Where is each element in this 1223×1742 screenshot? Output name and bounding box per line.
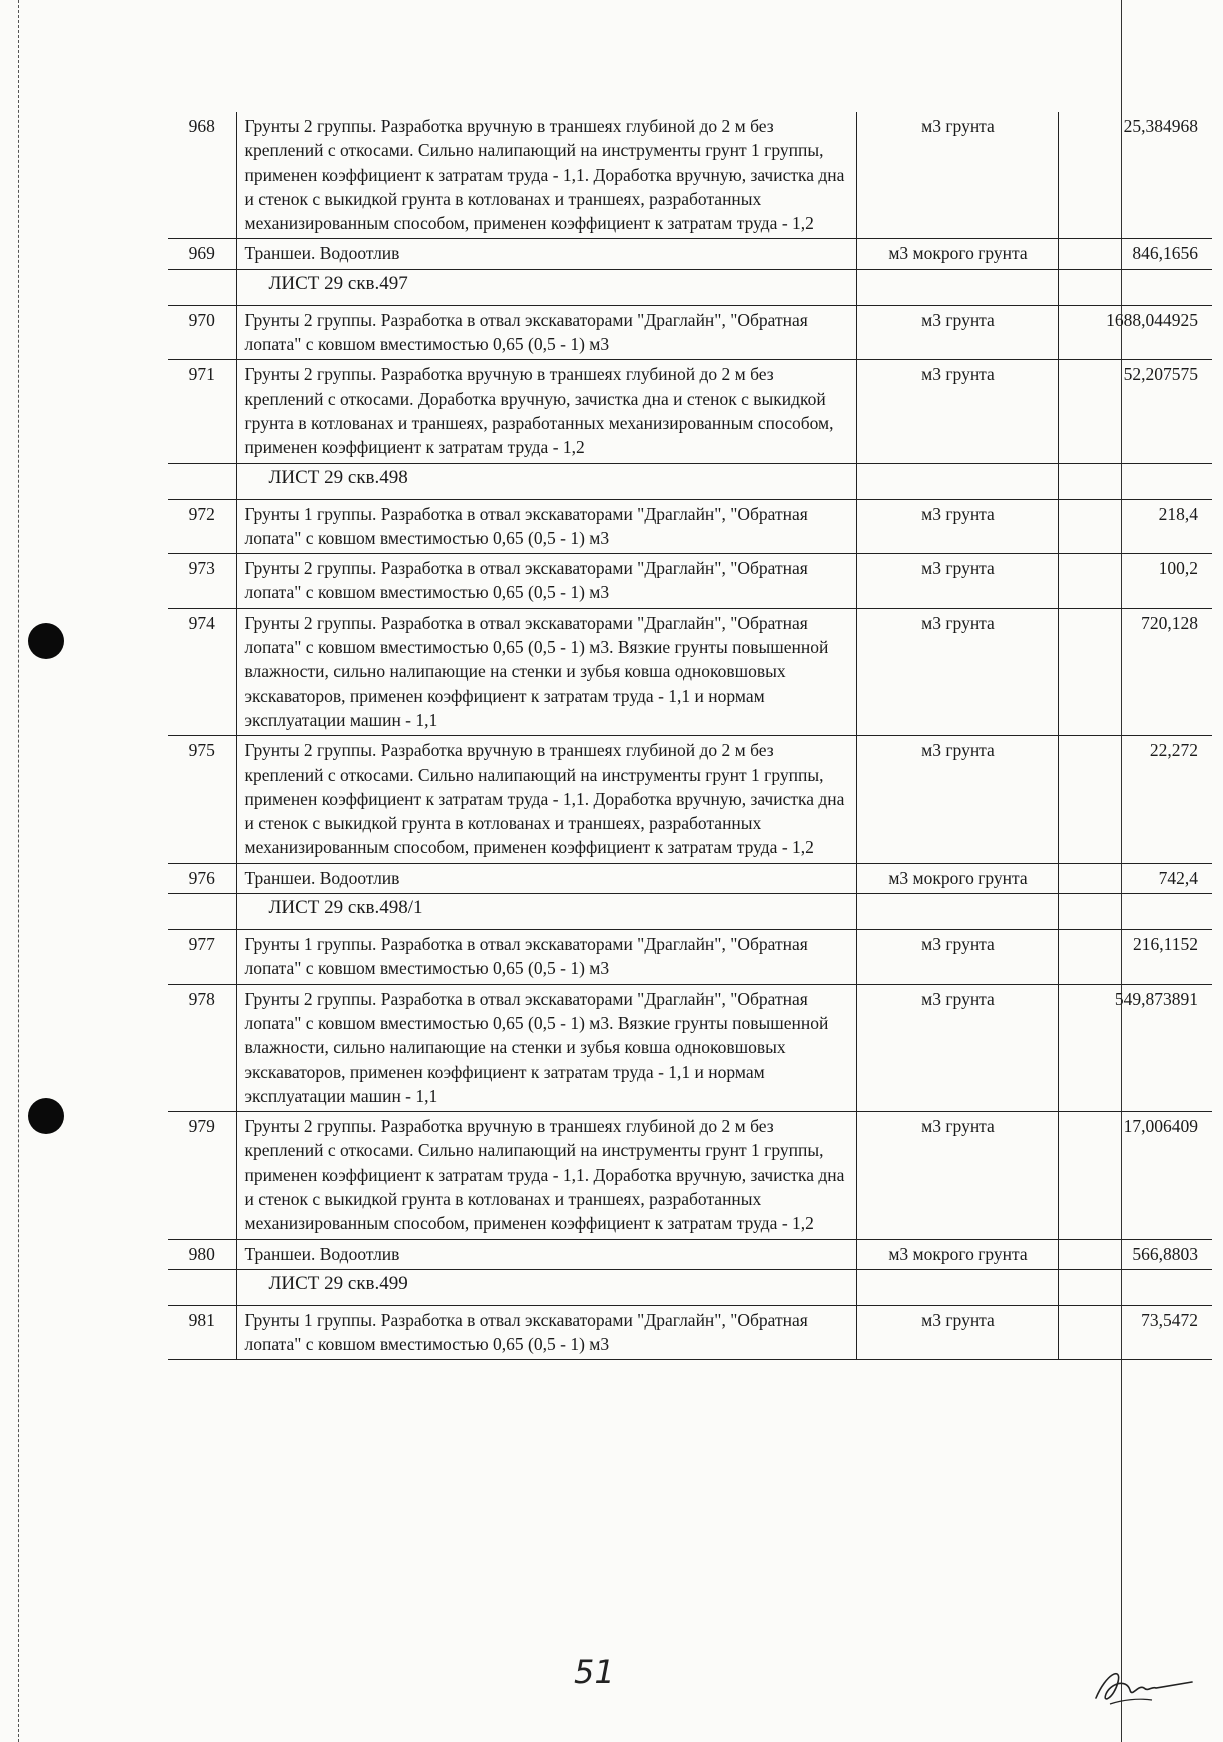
row-quantity: 17,006409 <box>1058 1112 1212 1239</box>
table-row <box>168 608 1212 735</box>
row-unit: м3 мокрого грунта <box>856 863 1058 893</box>
section-num-cell <box>168 1269 236 1305</box>
row-unit: м3 грунта <box>856 554 1058 609</box>
row-quantity: 216,1152 <box>1058 930 1212 985</box>
row-description: Грунты 2 группы. Разработка вручную в траншеях глубиной до 2 м без креплений с откосами. Сильно налипающий на инструменты грунт 1 группы, применен коэффициент к затратам труда - 1,1. Доработка вручную, зачистка дна и стенок с выкидкой грунта в котлованах и траншеях, разработанных механизированным способом, применен коэффициент к затратам труда - 1,2 <box>236 736 856 863</box>
table-row <box>168 1305 1212 1360</box>
row-number: 969 <box>168 239 236 269</box>
estimate-table <box>168 112 1212 1360</box>
row-number: 974 <box>168 608 236 735</box>
row-unit: м3 грунта <box>856 305 1058 360</box>
row-description: Грунты 2 группы. Разработка вручную в траншеях глубиной до 2 м без креплений с откосами. Сильно налипающий на инструменты грунт 1 группы, применен коэффициент к затратам труда - 1,1. Доработка вручную, зачистка дна и стенок с выкидкой грунта в котлованах и траншеях, разработанных механизированным способом, применен коэффициент к затратам труда - 1,2 <box>236 1112 856 1239</box>
row-description: Грунты 2 группы. Разработка в отвал экскаваторами "Драглайн", "Обратная лопата" с ковшом вместимостью 0,65 (0,5 - 1) м3 <box>236 554 856 609</box>
row-unit: м3 мокрого грунта <box>856 1239 1058 1269</box>
row-description: Траншеи. Водоотлив <box>236 1239 856 1269</box>
section-row <box>168 463 1212 499</box>
row-description: Траншеи. Водоотлив <box>236 863 856 893</box>
row-description: Грунты 2 группы. Разработка вручную в траншеях глубиной до 2 м без креплений с откосами. Доработка вручную, зачистка дна и стенок с выкидкой грунта в котлованах и траншеях, разработанных механизированным способом, применен коэффициент к затратам труда - 1,2 <box>236 360 856 463</box>
row-unit: м3 грунта <box>856 930 1058 985</box>
left-edge-line <box>18 0 19 1742</box>
row-quantity: 100,2 <box>1058 554 1212 609</box>
row-unit: м3 грунта <box>856 1112 1058 1239</box>
row-quantity: 22,272 <box>1058 736 1212 863</box>
table-row <box>168 736 1212 863</box>
row-description: Грунты 2 группы. Разработка в отвал экскаваторами "Драглайн", "Обратная лопата" с ковшом вместимостью 0,65 (0,5 - 1) м3. Вязкие грунты повышенной влажности, сильно налипающие на стенки и зубья ковша одноковшовых экскаваторов, применен коэффициент к затратам труда - 1,1 и нормам эксплуатации машин - 1,1 <box>236 608 856 735</box>
row-description: Грунты 1 группы. Разработка в отвал экскаваторами "Драглайн", "Обратная лопата" с ковшом вместимостью 0,65 (0,5 - 1) м3 <box>236 930 856 985</box>
section-title: ЛИСТ 29 скв.498 <box>236 463 856 499</box>
row-number: 968 <box>168 112 236 239</box>
section-num-cell <box>168 463 236 499</box>
row-number: 970 <box>168 305 236 360</box>
row-quantity: 73,5472 <box>1058 1305 1212 1360</box>
row-unit: м3 грунта <box>856 984 1058 1111</box>
row-number: 976 <box>168 863 236 893</box>
section-num-cell <box>168 894 236 930</box>
row-quantity: 846,1656 <box>1058 239 1212 269</box>
row-quantity: 549,873891 <box>1058 984 1212 1111</box>
section-title: ЛИСТ 29 скв.497 <box>236 269 856 305</box>
row-quantity: 566,8803 <box>1058 1239 1212 1269</box>
row-number: 973 <box>168 554 236 609</box>
table-row <box>168 930 1212 985</box>
section-unit-cell <box>856 894 1058 930</box>
row-unit: м3 грунта <box>856 736 1058 863</box>
estimate-table-body <box>168 112 1212 1360</box>
section-title: ЛИСТ 29 скв.498/1 <box>236 894 856 930</box>
section-unit-cell <box>856 1269 1058 1305</box>
page-number: 51 <box>574 1653 615 1691</box>
row-number: 979 <box>168 1112 236 1239</box>
section-row <box>168 269 1212 305</box>
row-description: Грунты 1 группы. Разработка в отвал экскаваторами "Драглайн", "Обратная лопата" с ковшом вместимостью 0,65 (0,5 - 1) м3 <box>236 499 856 554</box>
table-row <box>168 305 1212 360</box>
row-unit: м3 мокрого грунта <box>856 239 1058 269</box>
row-unit: м3 грунта <box>856 1305 1058 1360</box>
row-number: 977 <box>168 930 236 985</box>
section-qty-cell <box>1058 269 1212 305</box>
row-number: 972 <box>168 499 236 554</box>
row-quantity: 1688,044925 <box>1058 305 1212 360</box>
section-unit-cell <box>856 463 1058 499</box>
section-qty-cell <box>1058 463 1212 499</box>
signature-icon <box>1092 1660 1196 1710</box>
row-quantity: 742,4 <box>1058 863 1212 893</box>
section-row <box>168 1269 1212 1305</box>
table-row <box>168 863 1212 893</box>
row-number: 980 <box>168 1239 236 1269</box>
section-qty-cell <box>1058 894 1212 930</box>
table-row <box>168 499 1212 554</box>
row-quantity: 52,207575 <box>1058 360 1212 463</box>
row-description: Грунты 1 группы. Разработка в отвал экскаваторами "Драглайн", "Обратная лопата" с ковшом вместимостью 0,65 (0,5 - 1) м3 <box>236 1305 856 1360</box>
table-row <box>168 239 1212 269</box>
section-title: ЛИСТ 29 скв.499 <box>236 1269 856 1305</box>
row-description: Грунты 2 группы. Разработка в отвал экскаваторами "Драглайн", "Обратная лопата" с ковшом вместимостью 0,65 (0,5 - 1) м3 <box>236 305 856 360</box>
row-description: Грунты 2 группы. Разработка в отвал экскаваторами "Драглайн", "Обратная лопата" с ковшом вместимостью 0,65 (0,5 - 1) м3. Вязкие грунты повышенной влажности, сильно налипающие на стенки и зубья ковша одноковшовых экскаваторов, применен коэффициент к затратам труда - 1,1 и нормам эксплуатации машин - 1,1 <box>236 984 856 1111</box>
row-quantity: 720,128 <box>1058 608 1212 735</box>
table-row <box>168 554 1212 609</box>
row-number: 981 <box>168 1305 236 1360</box>
table-row <box>168 1239 1212 1269</box>
punch-hole-icon <box>28 1098 64 1134</box>
row-unit: м3 грунта <box>856 608 1058 735</box>
section-qty-cell <box>1058 1269 1212 1305</box>
section-num-cell <box>168 269 236 305</box>
row-unit: м3 грунта <box>856 499 1058 554</box>
section-unit-cell <box>856 269 1058 305</box>
table-row <box>168 112 1212 239</box>
section-row <box>168 894 1212 930</box>
row-unit: м3 грунта <box>856 112 1058 239</box>
row-quantity: 218,4 <box>1058 499 1212 554</box>
row-number: 971 <box>168 360 236 463</box>
row-description: Траншеи. Водоотлив <box>236 239 856 269</box>
table-row <box>168 984 1212 1111</box>
row-number: 975 <box>168 736 236 863</box>
table-row <box>168 360 1212 463</box>
row-quantity: 25,384968 <box>1058 112 1212 239</box>
punch-hole-icon <box>28 623 64 659</box>
row-unit: м3 грунта <box>856 360 1058 463</box>
row-number: 978 <box>168 984 236 1111</box>
row-description: Грунты 2 группы. Разработка вручную в траншеях глубиной до 2 м без креплений с откосами. Сильно налипающий на инструменты грунт 1 группы, применен коэффициент к затратам труда - 1,1. Доработка вручную, зачистка дна и стенок с выкидкой грунта в котлованах и траншеях, разработанных механизированным способом, применен коэффициент к затратам труда - 1,2 <box>236 112 856 239</box>
table-row <box>168 1112 1212 1239</box>
